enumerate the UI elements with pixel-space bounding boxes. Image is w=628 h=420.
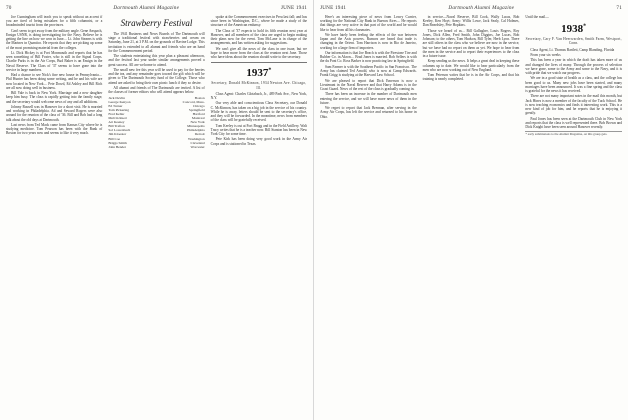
paragraph: We are pleased to report that Dick Emerson is now a Lieutenant in the Naval Reserve and that Harry Adams is in the Coast Guard. News of the rest of the class is gradually coming in. <box>320 78 417 91</box>
right-col-2 <box>423 15 520 137</box>
paragraph: We are in a good state of health as a class, and the college has been good to us. Many new jobs have been started, and many marriages have been announced. It was a fine spring and the class is grateful for the news it has received. <box>525 76 623 93</box>
left-folio: 70 <box>6 5 12 11</box>
paragraph: The small new fee this year will be used to pay for the berries and the tea, and any remainder goes toward the gift which will be given to The Dartmouth Society fund of the College. Those who attend are asked to bring their own picnic lunch if they so desire. <box>108 68 205 85</box>
names-table <box>108 96 204 149</box>
right-col-1 <box>320 15 417 137</box>
city-cell: Detroit <box>194 132 205 137</box>
city-cell: Springfield <box>188 107 205 112</box>
paragraph: We have lately been feeling the effects of the war between Japan and the Axis powers. Rumors are heard that trade is changing in the Orient. Tom Harrison is now in Rio de Janeiro, working for a large firm of importers. <box>320 33 417 50</box>
paragraph: Until the mail— <box>525 15 549 19</box>
paragraph: The Class of '37 expects to hold its fifth reunion next year at Hanover, and all members of the class are urged to begin making their plans now for the event. Tom McLane is in charge of the arrangements, and has written asking for suggestions. <box>210 28 307 46</box>
city-cell: Philadelphia <box>187 128 205 133</box>
city-cell: New York <box>190 120 205 125</box>
paragraph: There has been an increase in the number of Dartmouth men entering the service, and we will have more news of them in the future. <box>320 92 417 105</box>
left-columns <box>6 15 307 151</box>
class-year-heading: 1938* <box>561 23 587 36</box>
right-col-3 <box>525 15 622 137</box>
left-col-1 <box>6 15 102 151</box>
name-cell: Jack Devlin <box>108 95 125 100</box>
paragraph: The 1941 Business and News Boards of The Dartmouth will stage a traditional festival with strawberries and cream on Saturday, June 21, at 3 P.M. on the grounds of Ravine Lodge. This invitation is extended to all alumni and friends who are on hand for the Commencement period. <box>108 32 205 53</box>
paragraph: Pete Kirk has been doing very good work in the Army Air Corps and is stationed in Texas. <box>210 137 307 146</box>
paragraph: Joe Cunningham will teach you to speak without an accent if you are tired of being mistaken for a fifth columnist, or a broadminded tourist from the provinces. <box>6 15 103 28</box>
paragraph: There are not many important notes in the mail this month, but Jack Hines is now a member of the faculty of the Tuck School. He is now teaching economics and finds it interesting work. This is a new kind of job for him, and he reports that he is enjoying it greatly. <box>525 94 623 116</box>
city-cell: Boston <box>194 95 205 100</box>
name-cell: Jim Kloester <box>108 132 127 137</box>
left-col-3 <box>211 15 307 151</box>
paragraph: Our information is that Joe Beach is with the Firestone Tire and Rubber Co. in Akron.... Brad Jones is married. Bob Sellers is with the du Pont Co. Ross Barker is now practicing law in Springfield. <box>320 51 417 64</box>
secretary-line: Secretary, Donald McKinnon, 1934 Newton Ave. Chicago, Ill. <box>211 81 307 90</box>
name-cell: Bill Trafton <box>108 124 125 129</box>
paragraph: Johnny Russell was in Hanover for a short visit. He is married and working in Philadelphia. Ad and Seward Rogers were also around for the reunion of the class of '36. Bill and Bob had a long talk about the old days at Dartmouth. <box>6 105 103 122</box>
right-folio: 71 <box>616 5 622 11</box>
paragraph: Here's an interesting piece of news from Lowry Currier, working for the National City Bank in Buenos Aires.... He reports that things are very active in that part of the world and he would like to hear from all his classmates. <box>320 15 417 32</box>
paragraph: Tom Peterson writes that he is in the Air Corps, and that his training is nearly completed. <box>422 73 520 82</box>
paragraph: Those we heard of as... Bill Gallagher, Louis Rogers, Roy Jones, Dick Allen, Fred Smith, John Diggins, Joe Lucas, Bob Johnson; to the others, Tom Hudson, Bill Tyler, Herb Lyon. There are still others in the class who we believe are now in the service, but we have had no report on them as yet. We hope to hear from the men in the service and to report their experiences to the class in a future issue. <box>422 28 520 59</box>
left-date: JUNE 1941 <box>280 5 307 11</box>
right-page <box>314 0 628 420</box>
name-cell: Tom Pickering <box>108 107 129 112</box>
right-date: JUNE 1941 <box>320 5 347 11</box>
footnote-mark: * <box>268 67 272 74</box>
city-cell: Concord, Mass. <box>182 99 205 104</box>
city-cell: Montreal <box>191 116 205 121</box>
name-cell: Ed Turner <box>108 103 123 108</box>
footnote-mark: * <box>583 23 587 30</box>
left-col-2 <box>108 15 204 151</box>
paragraph: From your six weeks <box>530 53 561 57</box>
paragraph: This has been a year in which the draft has taken more of us and changed the lives of many. Through the process of selection we have gone, some to the Army and some to the Navy, and it is with pride that we watch our progress. <box>525 58 623 75</box>
paragraph: Had a chance to see Nick's fine new house in Pennsylvania.... Phil Hunter has been doing some writing, and he and his wife are now located in New York.... Pete Dowd, Ed Ashley and Bill Rich are all now doing well in business. <box>6 73 103 90</box>
name-cell: Bill Coe <box>108 136 121 141</box>
name-cell: John Bender <box>108 144 126 149</box>
feature-heading: Strawberry Festival <box>120 18 193 28</box>
paragraph: Paul Jones has been seen at the Dartmouth Club in New York and reports that the class is well represented there. Bob Brown and Dick Knight have been seen around Hanover recently. <box>525 116 623 129</box>
paragraph: Tom Keeley is out at Fort Bragg and in the Field Artillery. Walt Tracy writes that he is a teacher now. Bill Stanton has been in New York City for some time. <box>210 123 307 137</box>
paragraph: Keep sending us the news. It helps a great deal in keeping these columns up to date. We would like to hear particularly from the men who are now working out of New England. <box>422 59 520 72</box>
right-columns <box>320 15 622 137</box>
city-cell: Cleveland <box>190 140 205 145</box>
left-running-head <box>6 5 307 13</box>
left-running-title: Dartmouth Alumni Magazine <box>113 5 180 11</box>
names-row <box>108 145 204 149</box>
paragraph: Our very able and conscientious Class Secretary, our Donald C. McKinnon, has taken on a big job in the service of his country. While he is away, letters should be sent to the secretary's office, and they will be forwarded. In the meantime, news from members of the class will be gratefully received. <box>210 101 307 123</box>
right-running-title: Dartmouth Alumni Magazine <box>448 5 515 11</box>
name-cell: Art Keeney <box>108 120 125 125</box>
paragraph: Class Agent, Lt. Thomas Bartlett, Camp Blanding, Florida <box>530 47 615 52</box>
class-year-heading: 1937* <box>246 67 272 80</box>
name-cell: George Kenyon <box>108 99 131 104</box>
secretary-line: Secretary, Cary F. Van Heerwarden, Smith Farm, Westport, Conn. <box>525 37 622 46</box>
footnote: * early submissions to the Alumni Magazine, on this group gets. <box>525 131 622 137</box>
paragraph: We can't give all the news of the class in one issue, but we hope to hear more from the class at the reunion next June. Those who have ideas about the reunion should write to the secretary. <box>210 46 307 60</box>
city-cell: Worcester <box>190 144 205 149</box>
paragraph: The students entertaining this year plan a pleasant afternoon, and the festival last year under similar arrangements proved a great success. All are welcome to attend. <box>108 54 205 67</box>
city-cell: Washington <box>188 136 205 141</box>
name-cell: Sol Lowenbach <box>108 128 131 133</box>
right-running-head <box>320 5 622 13</box>
paragraph: Class Agent: Charles Glotzbach, Jr., 489 Park Ave., New York, N.Y. <box>210 91 307 101</box>
paragraph: Lt. Dick Hickey is at Fort Monmouth and reports that he has seen something of Bill Foster, who is still in the Signal Corps. Charlie Parks is in the Air Corps, Bud Baker is an Ensign in the Naval Reserve. The Class of '37 seems to have gone into the service in large numbers. <box>6 51 103 72</box>
paragraph: Bill Yale is back in New York. Marriage and a new daughter keep him busy. The class is rapidly getting into the family stage, and the secretary would welcome news of any and all additions. <box>6 91 103 104</box>
divider <box>211 62 307 63</box>
paragraph: Last news from Ted Mack came from Kansas City where he is studying medicine. Tom Pearson has been with the Bank of Boston for two years now and seems to like it very much. <box>6 123 103 136</box>
paragraph: All alumni and friends of The Dartmouth are invited. A list of the classes of former editors who will attend appears below. <box>108 86 205 95</box>
paragraph: We regret to report that Jack Brennan, after serving in the Army Air Corps, has left the service and returned to his home in Ohio. <box>320 106 417 119</box>
paragraph: Can't seem to get away from the military angle. Gene Anspach, Ensign USNR, is doing investigating for the Navy. Believe he is getting the line on how we won in June.... Lt. John Stearns is with the Marines in Quantico. He reports that they are picking up some of the most promising material from the colleges. <box>6 28 103 50</box>
name-cell: Fred Keller <box>108 111 125 116</box>
name-cell: Melvin Reed <box>108 116 127 121</box>
name-cell: Briggs Smith <box>108 140 127 145</box>
paragraph: spoke at the Commencement exercises in Peru last fall; and has since been in Washington, D.C., where he made a study of the structure of the American embassy. <box>210 15 307 28</box>
city-cell: Minneapolis <box>187 124 205 129</box>
paragraph: Sam Farmer is with the Southern Pacific in San Francisco. The Army has claimed Ted Arnold, who is now at Camp Edwards. Frank Grigg is studying at the Harvard Law School. <box>320 64 417 78</box>
paragraph: in service—Naval Reserve, Bill Cook, Wally Lucas, Bob Keeley, Ken Hoyt; Army: Willis Lowe, Jack Sealy, Cal Holmes, Dan Beardsley, Pete Hopkins. <box>422 15 520 28</box>
city-cell: Hartford <box>192 111 205 116</box>
city-cell: Chicago <box>192 103 205 108</box>
